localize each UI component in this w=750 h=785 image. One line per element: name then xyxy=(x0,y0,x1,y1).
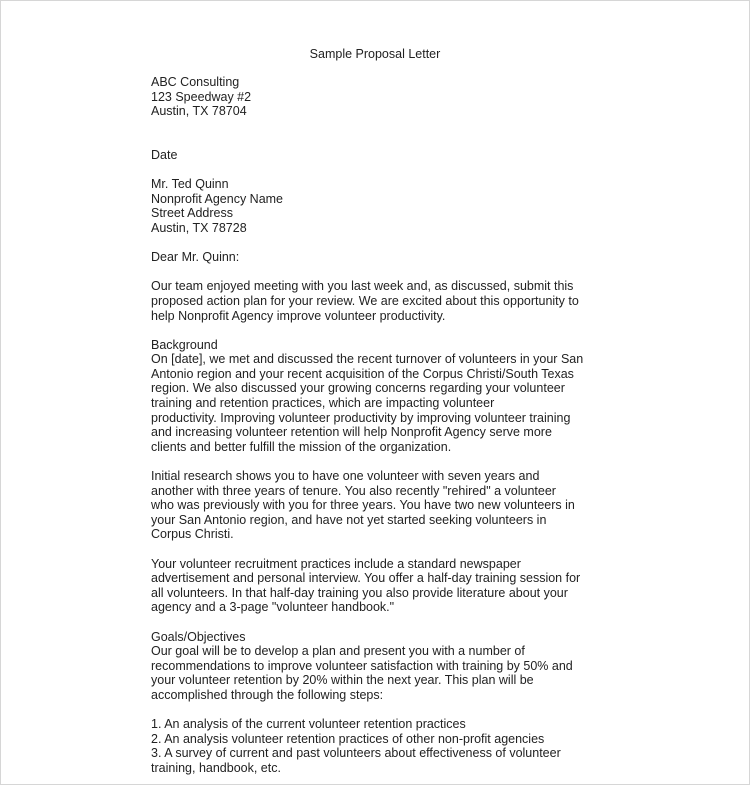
paragraph-line: help Nonprofit Agency improve volunteer productivity. xyxy=(151,308,446,323)
letter-body xyxy=(151,75,591,776)
spacer xyxy=(151,454,591,469)
date-line xyxy=(151,148,591,163)
paragraph-line: Initial research shows you to have one volunteer with seven years and xyxy=(151,469,540,484)
sender-line: 123 Speedway #2 xyxy=(151,89,252,104)
section-heading: Background xyxy=(151,337,218,352)
paragraph-line: accomplished through the following steps: xyxy=(151,687,384,702)
document-title: Sample Proposal Letter xyxy=(309,47,441,61)
sender-line: ABC Consulting xyxy=(151,75,240,89)
recipient-line: Mr. Ted Quinn xyxy=(151,177,229,192)
paragraph-line: Your volunteer recruitment practices include a standard newspaper xyxy=(151,556,521,571)
recipient-line: Street Address xyxy=(151,206,233,221)
paragraph-line: On [date], we met and discussed the recent turnover of volunteers in your San xyxy=(151,352,584,367)
paragraph-line: all volunteers. In that half-day training you also provide literature about your xyxy=(151,585,568,600)
background-section xyxy=(151,338,591,455)
spacer xyxy=(151,615,591,630)
date-label: Date xyxy=(151,147,178,162)
paragraph-line: region. We also discussed your growing concerns regarding your volunteer xyxy=(151,381,565,396)
steps-list xyxy=(151,717,591,775)
recipient-address xyxy=(151,177,591,235)
paragraph-line: proposed action plan for your review. We are excited about this opportunity to xyxy=(151,293,579,308)
paragraph-line: Corpus Christi. xyxy=(151,527,234,542)
paragraph-line: agency and a 3-page "volunteer handbook." xyxy=(151,600,395,615)
intro-paragraph xyxy=(151,279,591,323)
spacer xyxy=(151,542,591,557)
list-item: 3. A survey of current and past volunteers about effectiveness of volunteer xyxy=(151,746,561,761)
spacer xyxy=(151,163,591,178)
recipient-line: Nonprofit Agency Name xyxy=(151,191,284,206)
paragraph-line: advertisement and personal interview. You offer a half-day training session for xyxy=(151,571,581,586)
paragraph-line: training and retention practices, which are impacting volunteer xyxy=(151,396,495,411)
list-item: 1. An analysis of the current volunteer retention practices xyxy=(151,717,466,732)
salutation-text: Dear Mr. Quinn: xyxy=(151,250,240,265)
paragraph-line: who was previously with you for three years. You have two new volunteers in xyxy=(151,498,575,513)
paragraph-line: Our goal will be to develop a plan and present you with a number of xyxy=(151,644,525,659)
spacer xyxy=(151,265,591,280)
paragraph-line: and increasing volunteer retention will help Nonprofit Agency serve more xyxy=(151,425,552,440)
paragraph-line: your volunteer retention by 20% within the next year. This plan will be xyxy=(151,673,534,688)
salutation xyxy=(151,250,591,265)
spacer xyxy=(151,119,591,148)
list-item: 2. An analysis volunteer retention practices of other non-profit agencies xyxy=(151,731,545,746)
paragraph-line: your San Antonio region, and have not yet started seeking volunteers in xyxy=(151,512,547,527)
list-item: training, handbook, etc. xyxy=(151,760,281,775)
practices-paragraph xyxy=(151,557,591,615)
paragraph-line: another with three years of tenure. You also recently "rehired" a volunteer xyxy=(151,483,556,498)
spacer xyxy=(151,703,591,718)
sender-address xyxy=(151,75,591,119)
paragraph-line: Our team enjoyed meeting with you last week and, as discussed, submit this xyxy=(151,279,574,294)
spacer xyxy=(151,236,591,251)
recipient-line: Austin, TX 78728 xyxy=(151,220,247,235)
paragraph-line: Antonio region and your recent acquisition of the Corpus Christi/South Texas xyxy=(151,366,574,381)
goals-section xyxy=(151,630,591,703)
research-paragraph xyxy=(151,469,591,542)
spacer xyxy=(151,323,591,338)
paragraph-line: productivity. Improving volunteer productivity by improving volunteer training xyxy=(151,410,571,425)
section-heading: Goals/Objectives xyxy=(151,629,246,644)
sender-line: Austin, TX 78704 xyxy=(151,104,247,119)
paragraph-line: clients and better fulfill the mission of the organization. xyxy=(151,439,452,454)
paragraph-line: recommendations to improve volunteer satisfaction with training by 50% and xyxy=(151,658,573,673)
